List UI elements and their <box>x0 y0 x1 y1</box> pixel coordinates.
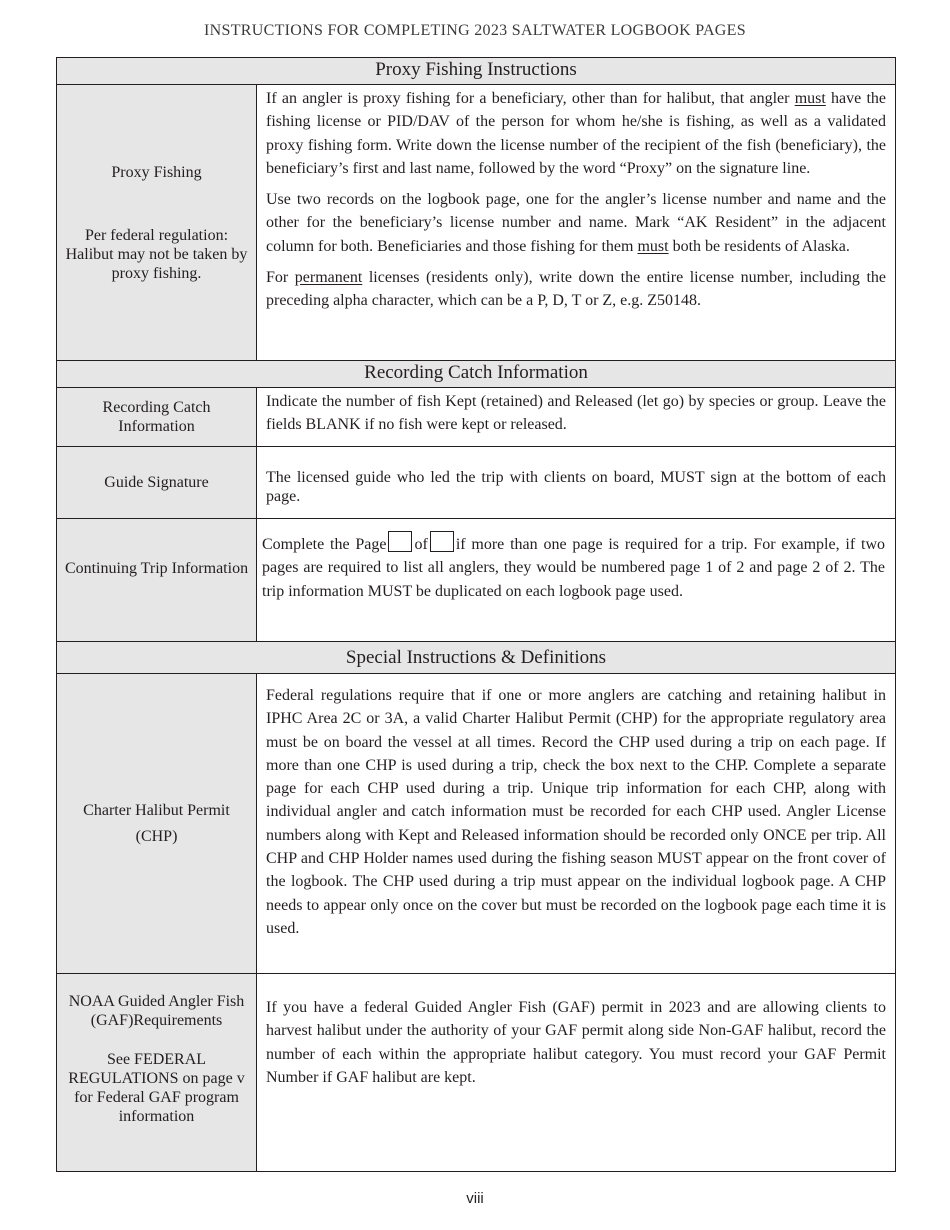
catch-label-cell <box>57 388 257 447</box>
gaf-label-cell <box>57 974 257 1172</box>
gaf-text-cell <box>257 974 896 1172</box>
chp-label: Charter Halibut Permit <box>83 801 230 819</box>
page-total-box[interactable] <box>430 531 454 552</box>
page-title: INSTRUCTIONS FOR COMPLETING 2023 SALTWATER LOGBOOK PAGES <box>204 22 746 39</box>
proxy-label: Proxy Fishing <box>111 163 202 181</box>
proxy-paragraph-1: If an angler is proxy fishing for a beneficiary, other than for halibut, that angler must have the fishing license or PID/DAV of the person for whom he/she is fishing, as well as a validated proxy fishing form. Write down the license number of the recipient of the fish (beneficiary), the beneficiary’s first and last name, followed by the word “Proxy” on the signature line. <box>266 90 887 177</box>
section-header-catch: Recording Catch Information <box>57 361 896 388</box>
signature-text: The licensed guide who led the trip with clients on board, MUST sign at the bottom of each page. <box>266 468 886 505</box>
chp-label-cell <box>57 674 257 974</box>
signature-label-cell <box>57 447 257 519</box>
continuing-label-cell <box>57 519 257 642</box>
chp-text-cell <box>257 674 896 974</box>
page-number: viii <box>466 1190 484 1207</box>
page-number-box[interactable] <box>388 531 412 552</box>
proxy-paragraph-3: For permanent licenses (residents only), write down the entire license number, including the preceding alpha character, which can be a P, D, T or Z, e.g. Z50148. <box>266 269 886 310</box>
proxy-halibut-note: Per federal regulation: Halibut may not be taken by proxy fishing. <box>65 226 248 282</box>
chp-text: Federal regulations require that if one or more anglers are catching and retaining halibut in IPHC Area 2C or 3A, a valid Charter Halibut Permit (CHP) for the appropriate regulatory area must be on board the vessel at all times. Record the CHP used during a trip on each page. If more than one CHP is used during a trip, check the box next to the CHP. Complete a separate page for each CHP used during a trip. Unique trip information for each CHP, along with individual angler and catch information must be recorded for each CHP used. Angler License numbers along with Kept and Released information should be recorded only ONCE per trip. All CHP and CHP Holder names used during the fishing season MUST appear on the front cover of the logbook. The CHP used during a trip must appear on the individual logbook page. A CHP needs to appear only once on the cover but must be recorded on the logbook page each time it is used. <box>266 687 886 937</box>
gaf-text: If you have a federal Guided Angler Fish (GAF) permit in 2023 and are allowing clients to harvest halibut under the authority of your GAF permit along side Non-GAF halibut, record the number of each within the appropriate halibut category. You must record your GAF Permit Number if GAF halibut are kept. <box>266 999 886 1086</box>
continuing-text: Complete the Page of if more than one page is required for a trip. For example, if two pages are required to list all anglers, they would be numbered page 1 of 2 and page 2 of 2. The trip information MUST be duplicated on each logbook page used. <box>262 531 885 603</box>
proxy-label-cell <box>57 85 257 361</box>
chp-label-abbrev: (CHP) <box>135 827 178 845</box>
proxy-text-cell <box>257 85 896 361</box>
gaf-regulations-note: See FEDERAL REGULATIONS on page v for Federal GAF program information <box>68 1051 245 1125</box>
catch-label: Recording Catch Information <box>102 399 211 435</box>
proxy-paragraph-2: Use two records on the logbook page, one for the angler’s license number and name and the other for the beneficiary’s license number and name. Mark “AK Resident” in the adjacent column for both. Beneficiaries and those fishing for them must both be residents of Alaska. <box>266 191 886 255</box>
catch-text-cell <box>257 388 896 447</box>
signature-text-cell <box>257 447 896 519</box>
continuing-text-cell <box>257 519 896 642</box>
signature-label: Guide Signature <box>104 474 209 491</box>
continuing-label: Continuing Trip Information <box>64 560 249 577</box>
section-header-proxy: Proxy Fishing Instructions <box>57 58 896 85</box>
catch-text: Indicate the number of fish Kept (retained) and Released (let go) by species or group. Leave the fields BLANK if no fish were kept or released. <box>266 393 886 434</box>
section-header-special: Special Instructions & Definitions <box>57 642 896 674</box>
instructions-table <box>56 57 896 1172</box>
gaf-label: NOAA Guided Angler Fish (GAF)Requirements <box>68 993 245 1029</box>
